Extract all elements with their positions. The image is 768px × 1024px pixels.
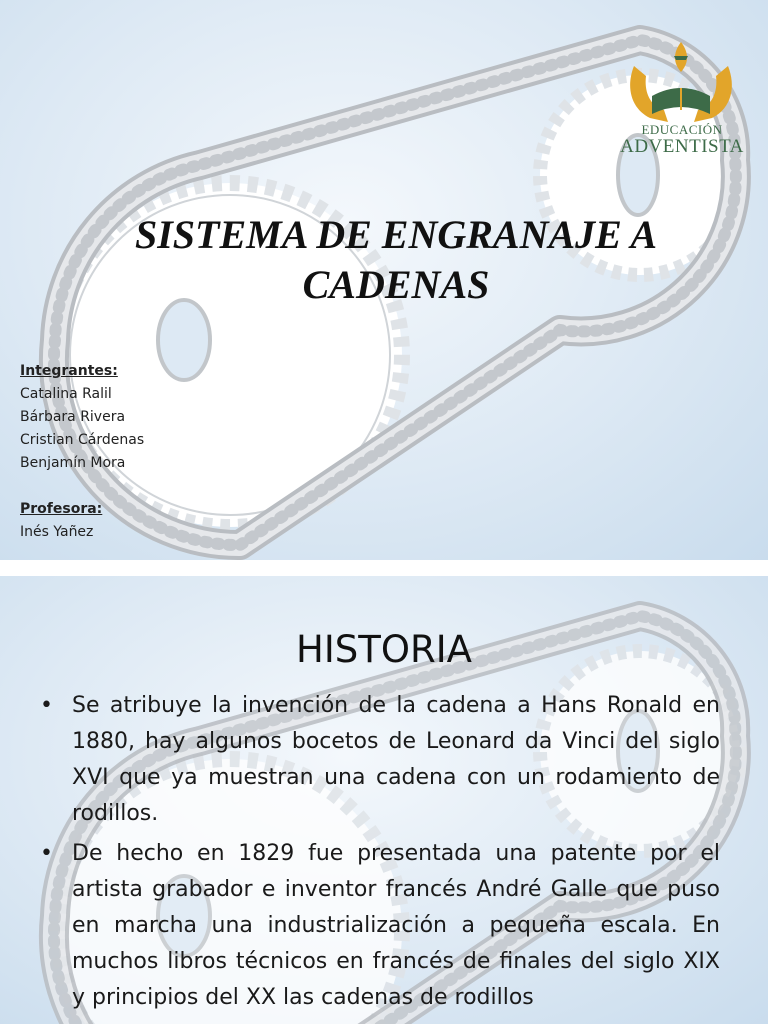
slide-historia: [0, 576, 768, 1024]
bullet-text: De hecho en 1829 fue presentada una patente por el artista grabador e inventor francés André Galle que puso en marcha una industrialización a pequeña escala. En muchos libros técnicos en francés de finales del siglo XIX y principios del XX las cadenas de rodillos: [72, 841, 720, 1010]
title-line-1: SISTEMA DE ENGRANAJE A: [134, 212, 658, 257]
slide-heading: HISTORIA: [296, 628, 472, 671]
presentation-title: [40, 210, 752, 310]
teacher-label: Profesora:: [20, 501, 103, 517]
members-label: Integrantes:: [20, 363, 118, 379]
bullet-text: Se atribuye la invención de la cadena a Hans Ronald en 1880, hay algunos bocetos de Leonard da Vinci del siglo XVI que ya muestran una cadena con un rodamiento de rodillos.: [72, 693, 720, 826]
member-name: Catalina Ralil: [20, 386, 112, 402]
bullet-icon: •: [40, 693, 53, 718]
list-item: [40, 836, 720, 1016]
bullet-icon: •: [40, 841, 53, 866]
bullet-list: [40, 688, 720, 1020]
teacher-name: Inés Yañez: [20, 524, 94, 540]
logo-text-adventista: ADVENTISTA: [620, 136, 744, 157]
member-name: Benjamín Mora: [20, 455, 126, 471]
member-name: Cristian Cárdenas: [20, 432, 145, 448]
title-line-2: CADENAS: [302, 262, 490, 307]
spacer: [20, 475, 320, 498]
list-item: [40, 688, 720, 832]
credits-block: [20, 360, 320, 544]
member-name: Bárbara Rivera: [20, 409, 126, 425]
logo-text-educacion: EDUCACIÓN: [641, 122, 723, 137]
